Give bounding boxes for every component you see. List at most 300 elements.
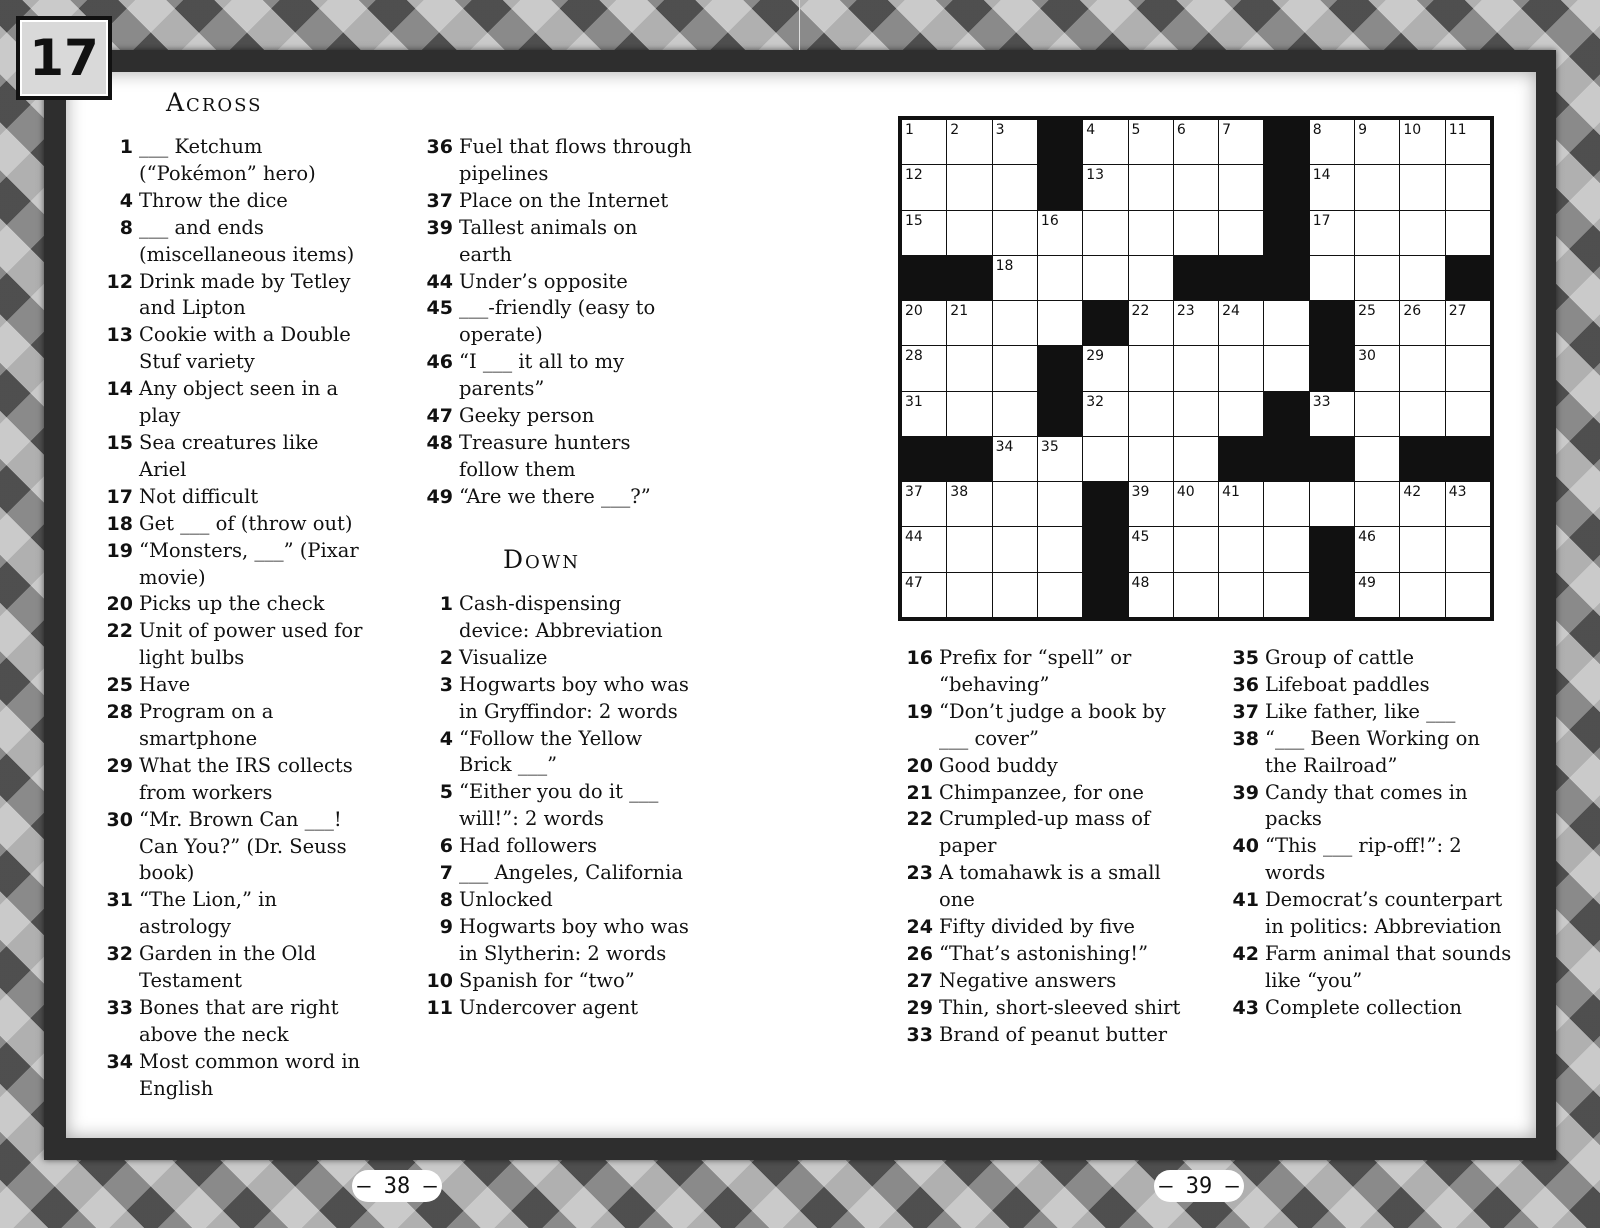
grid-cell[interactable] xyxy=(1174,437,1218,481)
grid-cell[interactable] xyxy=(947,392,991,436)
grid-cell[interactable] xyxy=(1355,482,1399,526)
clue-text: Geeky person xyxy=(459,404,595,428)
clue-number: 10 xyxy=(426,969,453,992)
down-clues-column-3 xyxy=(1228,645,1516,1022)
grid-cell[interactable] xyxy=(1038,437,1082,481)
clue-number: 47 xyxy=(426,405,453,428)
clue-item xyxy=(1228,645,1516,672)
cell-number: 38 xyxy=(950,484,969,501)
clue-text: Spanish for “two” xyxy=(459,968,635,992)
grid-cell[interactable] xyxy=(1355,165,1399,209)
grid-cell[interactable] xyxy=(947,120,991,164)
clue-text: Sea creatures like Ariel xyxy=(139,430,319,481)
grid-cell[interactable] xyxy=(1083,392,1127,436)
black-square xyxy=(1310,301,1354,345)
clue-number: 23 xyxy=(906,862,933,885)
cell-number: 37 xyxy=(905,484,923,501)
grid-cell[interactable] xyxy=(1174,527,1218,571)
black-square xyxy=(1038,120,1082,164)
black-square xyxy=(902,256,946,300)
black-square xyxy=(1038,392,1082,436)
grid-cell[interactable] xyxy=(993,437,1037,481)
grid-cell[interactable] xyxy=(1446,346,1490,390)
cell-number: 8 xyxy=(1312,122,1322,138)
grid-cell[interactable] xyxy=(1174,392,1218,436)
grid-cell[interactable] xyxy=(947,527,991,571)
clue-text: “The Lion,” in astrology xyxy=(139,888,277,939)
clue-number: 29 xyxy=(906,996,933,1019)
clue-item xyxy=(1228,941,1516,995)
cell-number: 16 xyxy=(1040,212,1059,229)
cell-number: 47 xyxy=(905,574,923,591)
clue-number: 49 xyxy=(426,485,453,508)
clue-item xyxy=(102,618,364,672)
clue-text: Place on the Internet xyxy=(459,188,669,212)
grid-cell[interactable] xyxy=(1446,120,1490,164)
grid-cell[interactable] xyxy=(1400,211,1444,255)
cell-number: 40 xyxy=(1176,484,1195,501)
grid-cell[interactable] xyxy=(1400,573,1444,617)
clue-text: Tallest animals on earth xyxy=(459,215,638,266)
grid-cell[interactable] xyxy=(902,346,946,390)
clue-item xyxy=(102,430,364,484)
clue-item xyxy=(902,860,1184,914)
clue-text: Complete collection xyxy=(1265,995,1462,1019)
clue-item xyxy=(102,511,364,538)
grid-cell[interactable] xyxy=(1129,211,1173,255)
grid-cell[interactable] xyxy=(1355,120,1399,164)
grid-cell[interactable] xyxy=(902,120,946,164)
cell-number: 6 xyxy=(1176,122,1186,138)
clue-number: 7 xyxy=(439,862,453,885)
black-square xyxy=(1264,437,1308,481)
cell-number: 26 xyxy=(1403,303,1422,320)
grid-cell[interactable] xyxy=(947,482,991,526)
grid-cell[interactable] xyxy=(1264,482,1308,526)
grid-cell[interactable] xyxy=(993,482,1037,526)
grid-cell[interactable] xyxy=(1174,120,1218,164)
clue-number: 42 xyxy=(1232,942,1259,965)
clue-item xyxy=(422,860,692,887)
clue-number: 9 xyxy=(439,915,453,938)
clue-number: 6 xyxy=(439,835,453,858)
black-square xyxy=(1219,437,1263,481)
clue-item xyxy=(1228,672,1516,699)
clue-item xyxy=(902,806,1184,860)
cell-number: 23 xyxy=(1176,303,1195,320)
clue-item xyxy=(422,188,692,215)
black-square xyxy=(1310,573,1354,617)
grid-cell[interactable] xyxy=(993,573,1037,617)
clue-text: ___ Ketchum (“Pokémon” hero) xyxy=(139,135,316,185)
grid-cell[interactable] xyxy=(1219,211,1263,255)
clue-item xyxy=(102,322,364,376)
clue-text: Under’s opposite xyxy=(459,269,628,293)
grid-cell[interactable] xyxy=(1083,211,1127,255)
clue-text: Like father, like ___ xyxy=(1265,699,1456,723)
grid-cell[interactable] xyxy=(1083,346,1127,390)
grid-cell[interactable] xyxy=(1083,437,1127,481)
grid-cell[interactable] xyxy=(993,346,1037,390)
grid-cell[interactable] xyxy=(1400,120,1444,164)
clue-item xyxy=(102,753,364,807)
clue-item xyxy=(102,484,364,511)
black-square xyxy=(1083,527,1127,571)
black-square xyxy=(1264,211,1308,255)
clue-number: 15 xyxy=(106,431,133,454)
cell-number: 27 xyxy=(1448,303,1467,320)
clue-number: 14 xyxy=(106,378,133,401)
cell-number: 49 xyxy=(1358,574,1376,591)
grid-cell[interactable] xyxy=(1174,211,1218,255)
cell-number: 5 xyxy=(1131,122,1141,138)
clue-item xyxy=(1228,833,1516,887)
grid-cell[interactable] xyxy=(902,165,946,209)
grid-cell[interactable] xyxy=(902,573,946,617)
puzzle-number: 17 xyxy=(20,20,108,96)
grid-cell[interactable] xyxy=(947,165,991,209)
clue-item xyxy=(102,188,364,215)
clue-item xyxy=(102,134,364,188)
clue-item xyxy=(102,995,364,1049)
grid-cell[interactable] xyxy=(993,527,1037,571)
grid-cell[interactable] xyxy=(1400,165,1444,209)
clue-text: “That’s astonishing!” xyxy=(939,941,1149,965)
clue-text: Brand of peanut butter xyxy=(939,1022,1168,1046)
clue-text: Visualize xyxy=(459,645,548,669)
cell-number: 11 xyxy=(1448,122,1467,138)
clue-item xyxy=(422,887,692,914)
grid-cell[interactable] xyxy=(1355,527,1399,571)
grid-cell[interactable] xyxy=(947,346,991,390)
clue-item xyxy=(1228,726,1516,780)
black-square xyxy=(1083,482,1127,526)
grid-cell[interactable] xyxy=(993,301,1037,345)
grid-cell[interactable] xyxy=(993,256,1037,300)
clue-number: 4 xyxy=(439,727,453,750)
cell-number: 4 xyxy=(1086,122,1096,138)
clue-item xyxy=(422,591,692,645)
cell-number: 31 xyxy=(905,393,923,410)
clue-number: 40 xyxy=(1232,835,1259,858)
grid-cell[interactable] xyxy=(947,301,991,345)
clue-item xyxy=(902,699,1184,753)
grid-cell[interactable] xyxy=(1129,392,1173,436)
grid-cell[interactable] xyxy=(1129,120,1173,164)
clue-text: “This ___ rip-off!”: 2 words xyxy=(1265,834,1462,885)
grid-cell[interactable] xyxy=(1174,573,1218,617)
cell-number: 43 xyxy=(1448,484,1467,501)
grid-cell[interactable] xyxy=(1129,482,1173,526)
black-square xyxy=(1083,573,1127,617)
clue-text: Picks up the check xyxy=(139,592,325,616)
cell-number: 14 xyxy=(1312,167,1331,184)
grid-cell[interactable] xyxy=(993,392,1037,436)
clue-text: Unit of power used for light bulbs xyxy=(139,619,363,670)
clue-number: 41 xyxy=(1232,889,1259,912)
clue-item xyxy=(102,376,364,430)
grid-cell[interactable] xyxy=(1219,165,1263,209)
grid-cell[interactable] xyxy=(1446,573,1490,617)
cell-number: 32 xyxy=(1086,393,1105,410)
grid-cell[interactable] xyxy=(1129,165,1173,209)
grid-cell[interactable] xyxy=(902,527,946,571)
clue-text: Lifeboat paddles xyxy=(1265,672,1430,696)
clue-text: Most common word in English xyxy=(139,1049,361,1100)
clue-number: 21 xyxy=(906,781,933,804)
grid-cell[interactable] xyxy=(1264,301,1308,345)
black-square xyxy=(1446,437,1490,481)
grid-cell[interactable] xyxy=(1083,165,1127,209)
black-square xyxy=(947,437,991,481)
grid-cell[interactable] xyxy=(1129,527,1173,571)
clue-text: Chimpanzee, for one xyxy=(939,780,1144,804)
clue-item xyxy=(422,968,692,995)
clue-number: 2 xyxy=(439,646,453,669)
clue-text: Not difficult xyxy=(139,484,259,508)
grid-cell[interactable] xyxy=(1038,301,1082,345)
grid-cell[interactable] xyxy=(1038,256,1082,300)
grid-cell[interactable] xyxy=(1355,573,1399,617)
grid-cell[interactable] xyxy=(947,573,991,617)
page-number-right: – 39 – xyxy=(1154,1170,1244,1202)
clue-number: 37 xyxy=(426,189,453,212)
clue-item xyxy=(102,269,364,323)
across-clues-column-2 xyxy=(422,134,692,511)
grid-cell[interactable] xyxy=(1174,346,1218,390)
clue-item xyxy=(902,753,1184,780)
grid-cell[interactable] xyxy=(1310,392,1354,436)
black-square xyxy=(1219,256,1263,300)
grid-cell[interactable] xyxy=(1400,482,1444,526)
grid-cell[interactable] xyxy=(993,120,1037,164)
grid-cell[interactable] xyxy=(1219,482,1263,526)
clue-text: Throw the dice xyxy=(139,188,288,212)
cell-number: 34 xyxy=(995,438,1014,455)
grid-cell[interactable] xyxy=(1355,346,1399,390)
black-square xyxy=(1038,165,1082,209)
grid-cell[interactable] xyxy=(1129,573,1173,617)
clue-number: 35 xyxy=(1232,647,1259,669)
clue-item xyxy=(422,645,692,672)
grid-cell[interactable] xyxy=(902,482,946,526)
grid-cell[interactable] xyxy=(1174,482,1218,526)
black-square xyxy=(947,256,991,300)
cell-number: 28 xyxy=(905,348,923,365)
grid-cell[interactable] xyxy=(1355,301,1399,345)
grid-cell[interactable] xyxy=(1219,573,1263,617)
clue-number: 30 xyxy=(106,808,133,831)
grid-cell[interactable] xyxy=(1400,301,1444,345)
clue-item xyxy=(902,1022,1184,1049)
grid-cell[interactable] xyxy=(902,301,946,345)
clue-item xyxy=(422,995,692,1022)
grid-cell[interactable] xyxy=(1446,482,1490,526)
grid-cell[interactable] xyxy=(1129,437,1173,481)
clue-number: 44 xyxy=(426,270,453,293)
grid-cell[interactable] xyxy=(1038,482,1082,526)
grid-cell[interactable] xyxy=(1446,301,1490,345)
clue-text: Crumpled-up mass of paper xyxy=(939,807,1151,858)
grid-cell[interactable] xyxy=(1310,211,1354,255)
cell-number: 20 xyxy=(905,303,923,320)
grid-cell[interactable] xyxy=(1355,437,1399,481)
black-square xyxy=(902,437,946,481)
grid-cell[interactable] xyxy=(993,165,1037,209)
clue-item xyxy=(422,295,692,349)
clue-item xyxy=(102,699,364,753)
grid-cell[interactable] xyxy=(1310,256,1354,300)
down-clues-column-2 xyxy=(902,645,1184,1049)
grid-cell[interactable] xyxy=(1355,256,1399,300)
cell-number: 46 xyxy=(1358,529,1376,546)
clue-text: “Don’t judge a book by ___ cover” xyxy=(939,699,1166,750)
puzzle-number-badge xyxy=(16,16,112,100)
black-square xyxy=(1310,346,1354,390)
clue-text: Treasure hunters follow them xyxy=(459,430,631,481)
grid-cell[interactable] xyxy=(1264,346,1308,390)
clue-item xyxy=(902,914,1184,941)
clue-item xyxy=(902,941,1184,968)
clue-text: “I ___ it all to my parents” xyxy=(459,350,625,401)
grid-cell[interactable] xyxy=(1400,392,1444,436)
black-square xyxy=(1446,256,1490,300)
clue-text: Bones that are right above the neck xyxy=(139,996,339,1046)
grid-cell[interactable] xyxy=(1038,211,1082,255)
clue-number: 4 xyxy=(119,189,133,212)
clue-number: 1 xyxy=(119,136,133,158)
clue-number: 43 xyxy=(1232,996,1259,1019)
clue-item xyxy=(422,269,692,296)
grid-cell[interactable] xyxy=(1446,211,1490,255)
clue-text: Democrat’s counterpart in politics: Abbreviation xyxy=(1265,888,1503,939)
grid-cell[interactable] xyxy=(1129,301,1173,345)
clue-number: 1 xyxy=(439,593,453,615)
cell-number: 2 xyxy=(950,122,960,138)
down-clues-column-1 xyxy=(422,591,692,1022)
cell-number: 22 xyxy=(1131,303,1150,320)
grid-cell[interactable] xyxy=(1310,165,1354,209)
grid-cell[interactable] xyxy=(1310,120,1354,164)
clue-text: “___ Been Working on the Railroad” xyxy=(1265,726,1480,777)
clue-text: Thin, short-sleeved shirt xyxy=(939,995,1181,1019)
clue-item xyxy=(102,215,364,269)
clue-item xyxy=(422,779,692,833)
clue-item xyxy=(102,672,364,699)
grid-cell[interactable] xyxy=(947,211,991,255)
grid-cell[interactable] xyxy=(1038,527,1082,571)
clue-item xyxy=(102,941,364,995)
clue-text: Hogwarts boy who was in Gryffindor: 2 words xyxy=(459,672,689,723)
clue-number: 36 xyxy=(1232,673,1259,696)
grid-cell[interactable] xyxy=(902,211,946,255)
grid-cell[interactable] xyxy=(1083,256,1127,300)
grid-cell[interactable] xyxy=(1219,527,1263,571)
grid-cell[interactable] xyxy=(1219,346,1263,390)
clue-item xyxy=(1228,995,1516,1022)
grid-cell[interactable] xyxy=(1129,256,1173,300)
crossword-grid-frame xyxy=(898,116,1494,621)
clue-item xyxy=(102,887,364,941)
down-heading: Down xyxy=(503,545,581,574)
clue-number: 39 xyxy=(1232,781,1259,804)
clue-number: 16 xyxy=(906,647,933,669)
cell-number: 13 xyxy=(1086,167,1105,184)
clue-text: Cookie with a Double Stuf variety xyxy=(139,323,351,374)
clue-item xyxy=(102,1049,364,1103)
black-square xyxy=(1400,437,1444,481)
clue-item xyxy=(422,672,692,726)
cell-number: 15 xyxy=(905,212,923,229)
grid-cell[interactable] xyxy=(1355,392,1399,436)
grid-cell[interactable] xyxy=(1446,165,1490,209)
grid-cell[interactable] xyxy=(1219,392,1263,436)
clue-number: 26 xyxy=(906,942,933,965)
grid-cell[interactable] xyxy=(1174,165,1218,209)
clue-text: Good buddy xyxy=(939,753,1058,777)
clue-number: 22 xyxy=(906,808,933,831)
grid-cell[interactable] xyxy=(1446,392,1490,436)
black-square xyxy=(1083,301,1127,345)
grid-cell[interactable] xyxy=(1174,301,1218,345)
grid-cell[interactable] xyxy=(1219,301,1263,345)
grid-cell[interactable] xyxy=(1446,527,1490,571)
clue-text: “Monsters, ___” (Pixar movie) xyxy=(139,538,359,589)
grid-cell[interactable] xyxy=(1219,120,1263,164)
clue-number: 38 xyxy=(1232,727,1259,750)
clue-item xyxy=(102,591,364,618)
clue-number: 31 xyxy=(106,889,133,912)
clue-text: Program on a smartphone xyxy=(139,700,274,750)
cell-number: 42 xyxy=(1403,484,1422,501)
cell-number: 41 xyxy=(1222,484,1240,501)
grid-cell[interactable] xyxy=(1400,527,1444,571)
clue-number: 19 xyxy=(106,539,133,562)
clue-text: Drink made by Tetley and Lipton xyxy=(139,269,351,320)
clue-item xyxy=(902,968,1184,995)
clue-text: Farm animal that sounds like “you” xyxy=(1265,941,1512,992)
grid-cell[interactable] xyxy=(1400,256,1444,300)
grid-cell[interactable] xyxy=(1264,573,1308,617)
across-heading: Across xyxy=(166,88,263,117)
clue-number: 18 xyxy=(106,512,133,535)
grid-cell[interactable] xyxy=(1264,527,1308,571)
grid-cell[interactable] xyxy=(1310,482,1354,526)
black-square xyxy=(1264,120,1308,164)
clue-number: 46 xyxy=(426,351,453,374)
grid-cell[interactable] xyxy=(902,392,946,436)
clue-number: 32 xyxy=(106,943,133,966)
clue-text: Cash-dispensing device: Abbreviation xyxy=(459,592,663,642)
clue-text: Had followers xyxy=(459,834,598,858)
clue-text: Have xyxy=(139,673,191,697)
grid-cell[interactable] xyxy=(1355,211,1399,255)
clue-number: 12 xyxy=(106,270,133,293)
grid-cell[interactable] xyxy=(993,211,1037,255)
clue-number: 48 xyxy=(426,431,453,454)
clue-text: Group of cattle xyxy=(1265,646,1415,669)
cell-number: 17 xyxy=(1312,212,1331,229)
cell-number: 1 xyxy=(905,122,914,138)
cell-number: 39 xyxy=(1131,484,1150,501)
grid-cell[interactable] xyxy=(1038,573,1082,617)
grid-cell[interactable] xyxy=(1083,120,1127,164)
cell-number: 12 xyxy=(905,167,923,184)
grid-cell[interactable] xyxy=(1400,346,1444,390)
clue-text: ___-friendly (easy to operate) xyxy=(459,296,656,347)
grid-cell[interactable] xyxy=(1129,346,1173,390)
clue-text: Fifty divided by five xyxy=(939,915,1135,939)
